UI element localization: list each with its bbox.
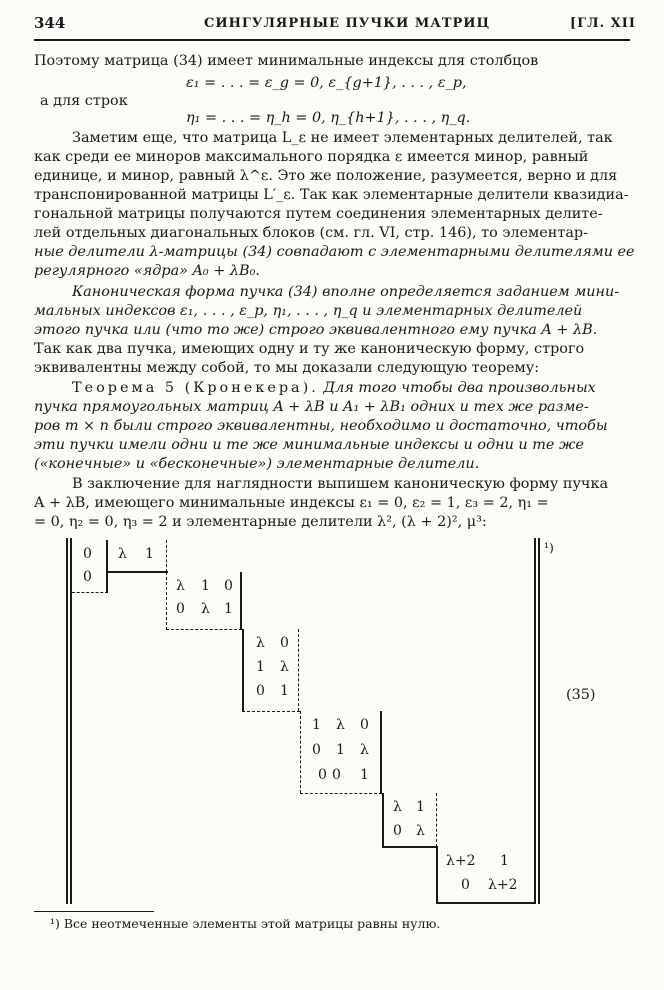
matrix-entry: 1 [201, 578, 210, 594]
block-5-left [300, 711, 301, 793]
matrix-entry: 1 [416, 799, 425, 815]
footnote-rule [34, 911, 154, 912]
matrix-entry: 0 [461, 877, 470, 893]
matrix-entry: 0 [176, 601, 185, 617]
matrix-entry: 0 [280, 635, 289, 651]
paragraph-3-line: лей отдельных диагональных блоков (см. гл. VI, стр. 146), то элементар- [34, 225, 588, 241]
matrix-entry: λ [336, 717, 345, 733]
matrix-entry: λ+2 [488, 877, 518, 893]
paragraph-3-line: регулярного «ядра» A₀ + λB₀. [34, 263, 260, 279]
block-4-bottom [242, 711, 300, 712]
theorem-line: ров m × n были строго эквивалентны, необходимо и достаточно, чтобы [34, 418, 608, 434]
equation-eps: ε₁ = . . . = ε_g = 0, ε_{g+1}, . . . , ε_p, [186, 75, 467, 91]
paragraph-4-line: Так как два пучка, имеющих одну и ту же каноническую форму, строго [34, 341, 585, 357]
matrix-entry: 1 [312, 717, 321, 733]
matrix-footnote-mark: ¹) [544, 540, 554, 555]
paragraph-3-line: Заметим еще, что матрица L_ε не имеет элементарных делителей, так [72, 130, 613, 146]
theorem-line: («конечные» и «бесконечные») элементарные делители. [34, 456, 480, 472]
equation-number: (35) [566, 687, 596, 703]
block-5-bottom [300, 793, 382, 794]
matrix-entry: 0 [83, 569, 92, 585]
matrix-entry: λ [201, 601, 210, 617]
paragraph-1: Поэтому матрица (34) имеет минимальные индексы для столбцов [34, 53, 539, 69]
matrix-entry: λ [360, 742, 369, 758]
chapter-label: [ГЛ. XII [570, 16, 636, 31]
paragraph-2: а для строк [40, 93, 128, 109]
matrix-right-bar [534, 538, 536, 904]
paragraph-5-line: В заключение для наглядности выпишем каноническую форму пучка [72, 476, 609, 492]
matrix-entry: 1 [280, 683, 289, 699]
theorem-first-line: Для того чтобы два произвольных [318, 380, 596, 396]
paragraph-5-line: A + λB, имеющего минимальные индексы ε₁ = 0, ε₂ = 1, ε₃ = 2, η₁ = [34, 495, 549, 511]
block-4-right [298, 629, 299, 711]
block-7-bottom [436, 902, 534, 904]
paragraph-3-line: как среди ее миноров максимального порядка ε имеется минор, равный [34, 149, 589, 165]
paragraph-3-line: транспонированной матрицы L′_ε. Так как элементарные делители квазидиа- [34, 187, 629, 203]
matrix-entry: λ [280, 659, 289, 675]
paragraph-3-line: ные делители λ-матрицы (34) совпадают с элементарными делителями ее [34, 244, 635, 260]
matrix-entry: λ [176, 578, 185, 594]
block-6-bottom [382, 846, 438, 848]
matrix-entry: 0 [224, 578, 233, 594]
matrix-entry: 0 [312, 742, 321, 758]
block-6-right [436, 793, 437, 847]
matrix-entry: 0 [318, 767, 327, 783]
matrix-entry: 1 [224, 601, 233, 617]
block-2-bottom [106, 571, 168, 573]
paragraph-5-line: = 0, η₂ = 0, η₃ = 2 и элементарные делители λ², (λ + 2)², μ³: [34, 514, 487, 530]
matrix-entry: 0 [256, 683, 265, 699]
block-3-bottom [166, 629, 242, 630]
matrix-entry: 0 [83, 546, 92, 562]
matrix-entry: 0 [360, 717, 369, 733]
equation-eta: η₁ = . . . = η_h = 0, η_{h+1}, . . . , η_q. [186, 110, 471, 126]
theorem-label: Теорема 5 (Кронекера). [72, 380, 319, 396]
page-number: 344 [34, 14, 66, 32]
footnote: ¹) Все неотмеченные элементы этой матрицы равны нулю. [50, 916, 441, 931]
paragraph-3-line: единице, и минор, равный λ^ε. Это же положение, разумеется, верно и для [34, 168, 618, 184]
block-5-right [380, 711, 382, 793]
block-2-left-line [106, 540, 107, 572]
matrix-right-bar [538, 538, 540, 904]
theorem-heading [72, 379, 596, 398]
matrix-entry: 0 [393, 823, 402, 839]
matrix-entry: 0 [332, 767, 341, 783]
paragraph-4-line: Каноническая форма пучка (34) вполне определяется заданием мини- [72, 284, 620, 300]
block-3-left [166, 572, 167, 630]
theorem-line: эти пучки имели одни и те же минимальные индексы и одни и те же [34, 437, 584, 453]
matrix-entry: λ [416, 823, 425, 839]
matrix-entry: λ+2 [446, 853, 476, 869]
header-rule [34, 39, 630, 41]
block-2-right [166, 540, 167, 572]
block-7-left [436, 847, 438, 903]
matrix-entry: 1 [360, 767, 369, 783]
paragraph-4-line: эквивалентны между собой, то мы доказали следующую теорему: [34, 360, 540, 376]
matrix-entry: 1 [500, 853, 509, 869]
running-title: СИНГУЛЯРНЫЕ ПУЧКИ МАТРИЦ [204, 16, 491, 31]
paragraph-4-line: этого пучка или (что то же) строго эквивалентного ему пучка A + λB. [34, 322, 598, 338]
matrix-left-bar [66, 538, 68, 904]
matrix-entry: λ [118, 546, 127, 562]
block-1-bottom [72, 592, 108, 593]
matrix-entry: 1 [336, 742, 345, 758]
paragraph-4-line: мальных индексов ε₁, . . . , ε_p, η₁, . . . , η_q и элементарных делителей [34, 303, 583, 319]
matrix-entry: 1 [145, 546, 154, 562]
matrix-entry: λ [393, 799, 402, 815]
block-6-left [382, 793, 384, 847]
matrix-entry: λ [256, 635, 265, 651]
paragraph-3-line: гональной матрицы получаются путем соединения элементарных делите- [34, 206, 603, 222]
block-3-right [240, 572, 242, 630]
matrix-entry: 1 [256, 659, 265, 675]
block-4-left [242, 629, 244, 711]
theorem-line: пучка прямоугольных матриц A + λB и A₁ + λB₁ одних и тех же разме- [34, 399, 589, 415]
